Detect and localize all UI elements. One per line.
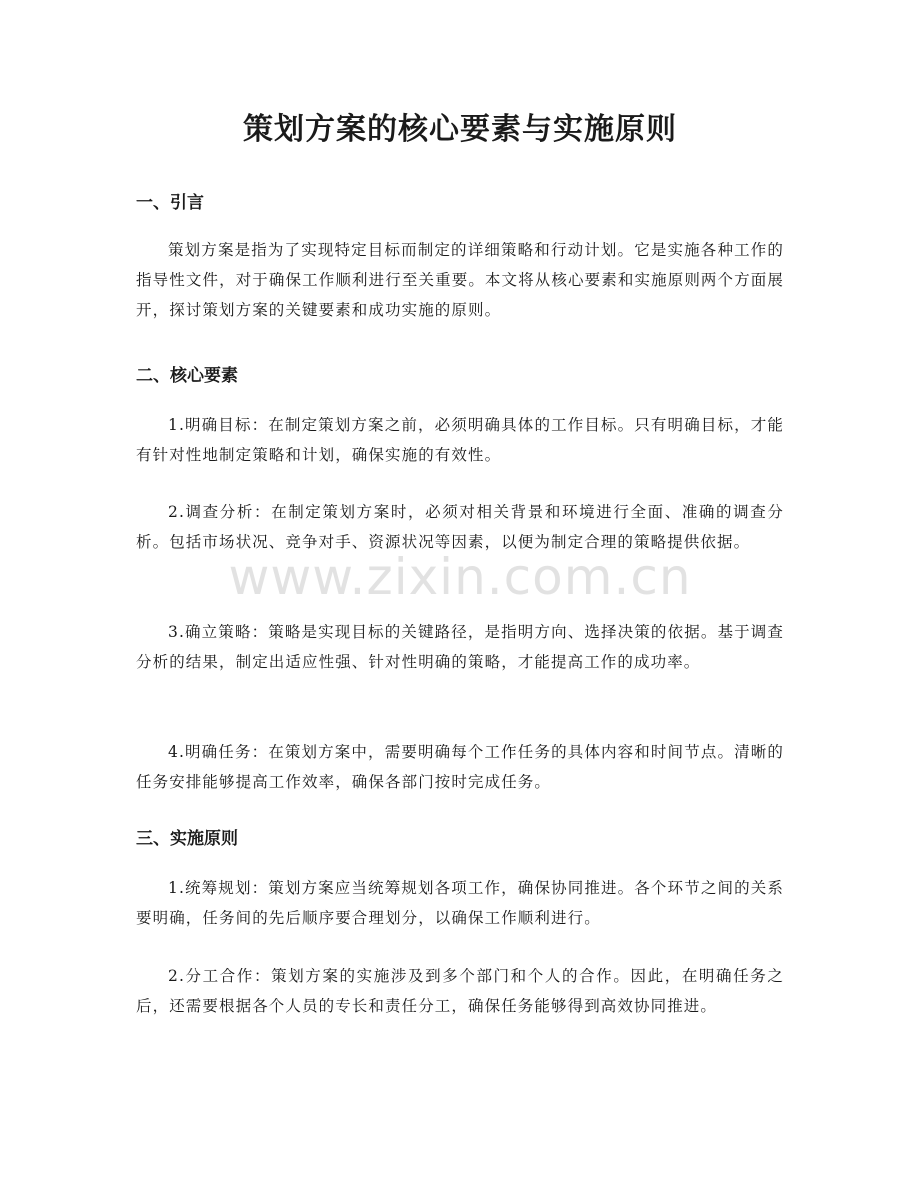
section-heading-core-elements: 二、核心要素 xyxy=(136,366,238,386)
paragraph-clear-goals: 1.明确目标：在制定策划方案之前，必须明确具体的工作目标。只有明确目标，才能有针对性地制定策略和计划，确保实施的有效性。 xyxy=(136,416,784,464)
paragraph-introduction: 策划方案是指为了实现特定目标而制定的详细策略和行动计划。它是实施各种工作的指导性文件，对于确保工作顺利进行至关重要。本文将从核心要素和实施原则两个方面展开，探讨策划方案的关键要素和成功实施的原则。 xyxy=(136,241,784,319)
watermark-text: www.zixin.com.cn xyxy=(228,548,692,606)
section-heading-introduction: 一、引言 xyxy=(136,193,204,213)
section-heading-implementation-principles: 三、实施原则 xyxy=(136,829,238,849)
page-title: 策划方案的核心要素与实施原则 xyxy=(243,112,677,147)
paragraph-overall-planning: 1.统筹规划：策划方案应当统筹规划各项工作，确保协同推进。各个环节之间的关系要明确，任务间的先后顺序要合理划分，以确保工作顺利进行。 xyxy=(136,879,784,927)
paragraph-division-cooperation: 2.分工合作：策划方案的实施涉及到多个部门和个人的合作。因此，在明确任务之后，还需要根据各个人员的专长和责任分工，确保任务能够得到高效协同推进。 xyxy=(136,967,784,1015)
paragraph-clear-tasks: 4.明确任务：在策划方案中，需要明确每个工作任务的具体内容和时间节点。清晰的任务安排能够提高工作效率，确保各部门按时完成任务。 xyxy=(136,743,784,791)
paragraph-establish-strategy: 3.确立策略：策略是实现目标的关键路径，是指明方向、选择决策的依据。基于调查分析的结果，制定出适应性强、针对性明确的策略，才能提高工作的成功率。 xyxy=(136,623,784,671)
paragraph-survey-analysis: 2.调查分析：在制定策划方案时，必须对相关背景和环境进行全面、准确的调查分析。包括市场状况、竞争对手、资源状况等因素，以便为制定合理的策略提供依据。 xyxy=(136,503,784,551)
